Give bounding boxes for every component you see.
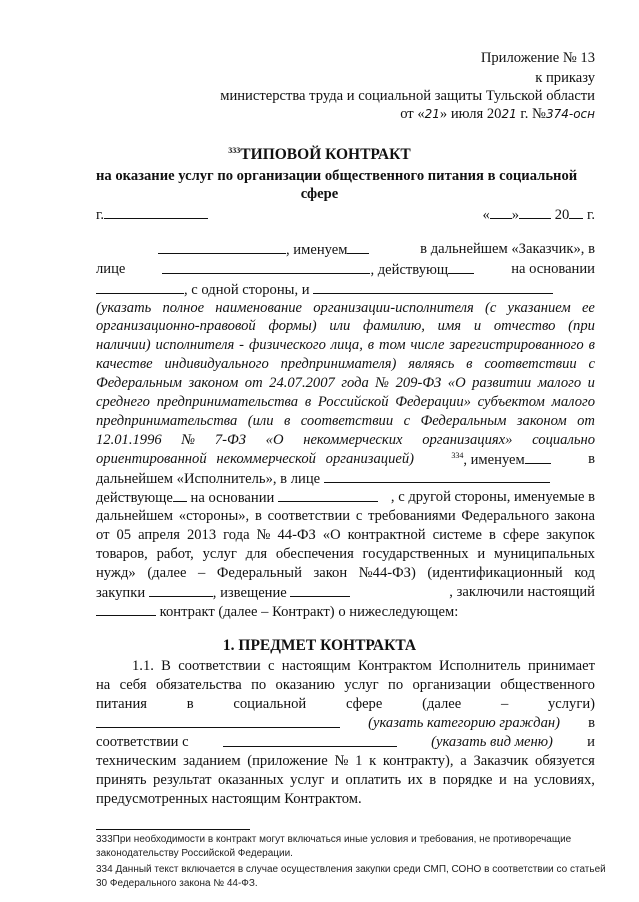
word: в [588,337,595,353]
word: результат [153,772,212,788]
executor-line-8: контракт (далее – Контракт) о нижеследующем: [96,603,458,621]
word: имя [437,318,462,334]
word: законом [188,375,239,391]
word: организации [412,677,491,693]
word: том [379,337,406,353]
word: 05 [116,527,132,543]
word: ее [581,300,595,316]
word: Российской [317,394,389,410]
word: от [244,375,263,391]
order-date-line: от «21» июля 2021 г. №374-осн [400,106,595,122]
word: с [355,508,363,524]
word: являясь [408,356,455,372]
word: некоммерческих [303,432,403,448]
executor-line-2: действующе на основании , с другой стороны, именуемые в [96,489,595,506]
word: закон [313,565,348,581]
word: обязуется [535,753,595,769]
word: № [334,753,349,769]
word: от [577,413,595,429]
contract-title: $^{333}$ТИПОВОЙ КОНТРАКТ [228,145,411,163]
word: в [284,413,291,429]
word: № [181,432,196,448]
word: «О [322,527,341,543]
word: контрактной [347,527,426,543]
word: № [256,527,271,543]
party-italic-4 [96,356,595,373]
party-italic-9: ориентированной некоммерческой организацией) $^{334}$, именуем в [96,451,595,468]
word: соответствии [178,658,261,674]
word: с [267,658,275,674]
word: № [375,375,390,391]
word: и [499,772,507,788]
word: предпринимателя) [280,356,397,372]
word: – [198,565,206,581]
word: Контрактом [357,658,432,674]
word: работ, [156,546,194,562]
word: принимает [527,658,595,674]
section-heading: 1. ПРЕДМЕТ КОНТРАКТА [222,637,417,654]
section-line-7 [96,772,595,789]
word: законом [516,413,567,429]
word: «О [265,432,284,448]
footnote-333-line-2: законодательству Российской Федерации. [96,848,293,859]
word: 1.1. [132,658,154,674]
word: с [588,356,595,372]
party-italic-2 [96,318,595,335]
word: организации-исполнителя [313,300,474,316]
word: года [223,527,250,543]
word: услуги) [547,696,595,712]
word: общественного [500,677,595,693]
word: №44-ФЗ) [358,565,416,581]
word: «О [447,375,466,391]
word: закона [554,508,595,524]
word: социально [532,432,595,448]
word: в [466,356,473,372]
word: в [488,527,496,543]
word: зарегистрированного [449,337,584,353]
word: на [96,677,111,693]
word: Федерации» [395,394,471,410]
word: в [367,337,375,353]
party-italic-7 [96,413,595,430]
executor-line-3 [96,508,595,525]
word: дальнейшем [96,508,174,524]
word: организациях» [422,432,513,448]
section-line-4: (указать категорию граждан) в [96,715,595,732]
word: Заказчик [473,753,529,769]
handwritten-year: 21 [501,107,517,121]
word: и [331,772,339,788]
word: малого [551,394,595,410]
word: муниципальных [493,546,595,562]
word: развитии [472,375,532,391]
footnote-separator [96,829,250,830]
word: заданием [183,753,241,769]
word: сфере [502,527,540,543]
ministry-name: министерства труда и социальной защиты Тульской области [220,88,595,104]
word: апреля [138,527,180,543]
word: и [473,318,482,334]
party-line-3: , с одной стороны, и [96,281,553,299]
word: 44-ФЗ [277,527,316,543]
word: лица, [330,337,363,353]
word: 209-ФЗ [395,375,442,391]
word: исполнителя [155,337,235,353]
word: формы) [268,318,317,334]
word: ориентированной [96,451,207,467]
section-line-2 [96,677,595,694]
word: предпринимательства [156,394,299,410]
executor-line-1: дальнейшем «Исполнитель», в лице [96,470,550,488]
word: субъектом [477,394,545,410]
word: «стороны», [178,508,250,524]
word: наличии) [96,337,151,353]
word: Федеральным [96,375,182,391]
word: в [186,696,194,712]
word: Федерального [461,508,550,524]
word: (идентификационный [427,565,563,581]
word: принять [96,772,147,788]
word: отчество [493,318,556,334]
word: (далее [147,565,187,581]
word: организационно-правовой [96,318,256,334]
word: 12.01.1996 [96,432,162,448]
party-italic-3 [96,337,595,354]
executor-line-7: закупки , извещение , заключили настоящий [96,584,595,601]
section-line-6 [96,753,595,770]
word: услуг [290,772,325,788]
word: фамилию, [363,318,425,334]
word: к [369,753,377,769]
footnote-333-line-1: 333При необходимости в контракт могут включаться иные условия и требования, не противоречащие [96,834,572,845]
word: числе [410,337,445,353]
word: себя [119,677,147,693]
word: индивидуального [164,356,269,372]
word: с [403,413,411,429]
word: в [254,508,262,524]
word: (с [485,300,497,316]
executor-line-5 [96,546,595,563]
word: 7-ФЗ [214,432,246,448]
word: и [587,375,595,391]
word: (или [247,413,274,429]
word: малого [537,375,582,391]
word: по [251,677,267,693]
word: Федеральный [216,565,302,581]
date-field: « » 20 г. [482,207,595,223]
word: 24.07.2007 [269,375,335,391]
word: Исполнитель [439,658,521,674]
section-line-8: предусмотренных настоящим Контрактом. [96,791,362,807]
word: (указать [96,300,152,316]
word: а [460,753,467,769]
word: В [161,658,171,674]
word: наименование [215,300,303,316]
word: государственных [362,546,469,562]
word: (далее [422,696,462,712]
word: организацией) [325,451,414,467]
word: питания [96,696,147,712]
section-line-5: соответствии с (указать вид меню) и [96,734,595,750]
word: от [96,527,110,543]
word: по [388,677,404,693]
word: техническим [96,753,177,769]
word: среднего [96,394,150,410]
footnote-334-line-2: 30 Федерального закона № 44-ФЗ. [96,878,258,889]
word: – [500,696,509,712]
word: оказанию [275,677,335,693]
party-italic-6 [96,394,595,411]
word: сфере [345,696,383,712]
handwritten-day: 21 [424,107,440,121]
word: нужд» [96,565,136,581]
handwritten-order-number: 374-осн [545,107,595,121]
section-line-3 [96,696,595,713]
contract-subtitle-2: сфере [300,186,339,202]
word: соответствии [267,508,351,524]
word: код [574,565,595,581]
word: физического [248,337,326,353]
word: для [245,546,268,562]
footnote-334-line-1: 334 Данный текст включается в случае осуществления закупки среди СМП, СОНО в соответствии со статьей [96,864,606,875]
appendix-label: Приложение № 13 [480,50,595,66]
party-italic-5 [96,375,595,392]
city-field: г. [96,206,208,224]
section-line-1 [132,658,595,675]
word: на [513,772,528,788]
word: настоящим [281,658,351,674]
word: контракту), [382,753,454,769]
word: услуг [202,546,237,562]
word: Федеральным [420,413,507,429]
word: закупок [546,527,595,543]
executor-line-4 [96,527,595,544]
word: в [429,772,437,788]
word: - [239,337,245,353]
word: 2013 [186,527,217,543]
party-italic-1 [96,300,595,317]
word: оплатить [345,772,402,788]
word: услуг [344,677,379,693]
word: социальной [233,696,307,712]
executor-line-6 [96,565,595,582]
word: порядке [442,772,493,788]
word: (приложение [247,753,328,769]
party-line-2: лице , действующ на основании [96,261,595,278]
word: соответствии [484,356,577,372]
word: обязательства [155,677,242,693]
word: их [407,772,423,788]
word: качестве [96,356,153,372]
word: системе [432,527,482,543]
word: указанием [507,300,571,316]
word: в [304,394,312,410]
word: и [477,546,486,562]
party-italic-8 [96,432,595,449]
word: условиях, [534,772,595,788]
word: 1 [355,753,363,769]
word: (при [568,318,595,334]
word: полное [162,300,205,316]
word: соответствии [300,413,394,429]
party-line-1: , именуем в дальнейшем «Заказчик», в [96,241,595,259]
word: некоммерческой [216,451,316,467]
word: товаров, [96,546,148,562]
order-ref: к приказу [535,70,595,86]
word: предпринимательства [96,413,238,429]
word: года [341,375,369,391]
word: требованиями [368,508,456,524]
contract-subtitle-1: на оказание услуг по организации общественного питания в социальной [96,168,578,184]
word: обеспечения [275,546,354,562]
word: или [329,318,351,334]
word: оказанных [218,772,284,788]
